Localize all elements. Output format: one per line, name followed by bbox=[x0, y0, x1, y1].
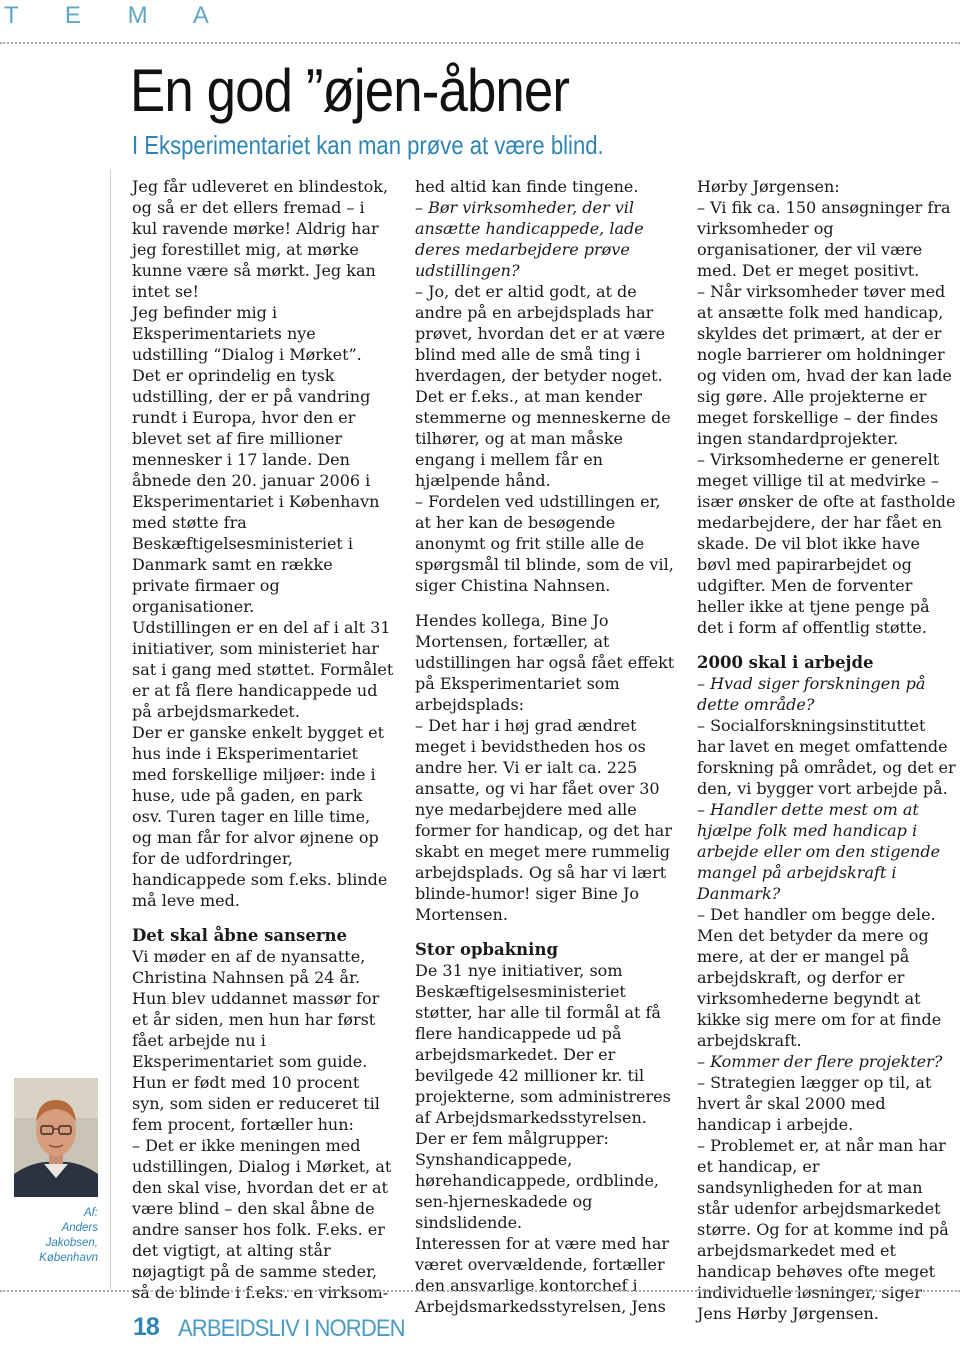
paragraph: De 31 nye initiativer, som Beskæftigelsesministeriet støtter, har alle til formål at få flere handicappede ud på arbejdsmarkedet. Der er bevilgede 42 millioner kr. til projekterne, som administreres af Arbejdsmarkedsstyrelsen. bbox=[415, 961, 671, 1127]
section-heading: Det skal åbne sanserne bbox=[132, 926, 348, 945]
paragraph: – Strategien lægger op til, at hvert år skal 2000 med handicap i arbejde. bbox=[697, 1073, 932, 1134]
paragraph: Der er fem målgrupper: Synshandicappede, hørehandicappede, ordblinde, sen-hjerneskadede og sindslidende. bbox=[415, 1129, 659, 1232]
section-label: T E M A bbox=[4, 2, 229, 29]
paragraph: – Det er ikke meningen med udstillingen, Dialog i Mørket, at den skal vise, hvordan det er at være blind – den skal åbne de andre sanser hos folk. F.eks. er det vigtigt, at alting står nøjagtigt på de samme steder, så de blinde i f.eks. en virksom- bbox=[132, 1136, 392, 1302]
paragraph: – Når virksomheder tøver med at ansætte folk med handicap, skyldes det primært, at der er nogle barrierer om holdninger og viden om, hvad der kan lade sig gøre. Alle projekterne er meget forskellige – der findes ingen standardprojekter. bbox=[697, 282, 952, 448]
page-number: 18 bbox=[133, 1313, 159, 1341]
publication-name: ARBEIDSLIV I NORDEN bbox=[178, 1315, 405, 1342]
footer-divider bbox=[0, 1290, 960, 1292]
byline-prefix: Af: bbox=[83, 1207, 98, 1219]
paragraph: – Det har i høj grad ændret meget i bevidstheden hos os andre her. Vi er ialt ca. 225 ansatte, og vi har fået over 30 nye medarbejdere med alle former for handicap, og det har skabt en meget mere rummelig arbejdsplads. Og så har vi lært blinde-humor! siger Bine Jo Mortensen. bbox=[415, 716, 672, 924]
paragraph: Hørby Jørgensen: bbox=[697, 177, 840, 196]
paragraph: – Jo, det er altid godt, at de andre på en arbejdsplads har prøvet, hvordan det er at være blind med alle de små ting i hverdagen, der betyder noget. Det er f.eks., at man kender stemmerne og menneskerne de tilhører, og at man måske engang i mellem får en hjælpende hånd. bbox=[415, 282, 671, 490]
interview-question: – Hvad siger forskningen på dette område? bbox=[697, 674, 926, 714]
paragraph: Hendes kollega, Bine Jo Mortensen, fortæller, at udstillingen har også fået effekt på Eksperimentariet som arbejdsplads: bbox=[415, 611, 675, 714]
interview-question: – Kommer der flere projekter? bbox=[697, 1052, 943, 1071]
paragraph: – Fordelen ved udstillingen er, at her kan de besøgende anonymt og frit stille alle de spørgsmål til blinde, som de vil, siger Chistina Nahnsen. bbox=[415, 492, 674, 595]
paragraph: – Socialforskningsinstituttet har lavet en meget omfattende forskning på området, og det er den, vi bygger vort arbejde på. bbox=[697, 716, 956, 798]
paragraph: – Det handler om begge dele. Men det betyder da mere og mere, at der er mangel på arbejdskraft, og derfor er virksomhederne begyndt at kikke sig mere om for at finde arbejdskraft. bbox=[697, 905, 942, 1050]
article-column-1 bbox=[132, 176, 394, 1303]
article-column-2 bbox=[415, 176, 677, 1317]
paragraph: Udstillingen er en del af i alt 31 initiativer, som ministeriet har sat i gang med støttet. Formålet er at få flere handicappede ud på arbejdsmarkedet. bbox=[132, 618, 394, 721]
paragraph: Der er ganske enkelt bygget et hus inde i Eksperimentariet med forskellige miljøer: inde i huse, ude på gaden, en park osv. Turen tager en lille time, og man får for alvor øjnene op for de udfordringer, handicappede som f.eks. blinde må leve med. bbox=[132, 723, 388, 910]
interview-question: – Handler dette mest om at hjælpe folk med handicap i arbejde eller om den stigende mangel på arbejdskraft i Danmark? bbox=[697, 800, 941, 903]
margin-divider bbox=[110, 170, 111, 1290]
byline-city: København bbox=[39, 1252, 98, 1264]
paragraph: Jeg får udleveret en blindestok, og så er det ellers fremad – i kul ravende mørke! Aldrig har jeg forestillet mig, at mørke kunne være så mørkt. Jeg kan intet se! bbox=[132, 177, 389, 301]
paragraph: hed altid kan finde tingene. bbox=[415, 177, 639, 196]
article-headline: En god ”øjen-åbner bbox=[130, 57, 570, 124]
paragraph: – Vi fik ca. 150 ansøgninger fra virksomheder og organisationer, der vil være med. Det er meget positivt. bbox=[697, 198, 951, 280]
interview-question: – Bør virksomheder, der vil ansætte handicappede, lade deres medarbejdere prøve udstillingen? bbox=[415, 198, 644, 280]
byline-name: Anders Jakobsen, bbox=[45, 1222, 98, 1249]
header-divider bbox=[0, 42, 960, 44]
paragraph: – Virksomhederne er generelt meget villige til at medvirke – især ønsker de ofte at fastholde medarbejdere, der har fået en skade. De vil blot ikke have bøvl med papirarbejdet og udgifter. Men de forventer heller ikke at tjene penge på det i form af offentlig støtte. bbox=[697, 450, 956, 637]
section-heading: 2000 skal i arbejde bbox=[697, 653, 874, 672]
author-byline bbox=[6, 1206, 98, 1266]
paragraph: – Problemet er, at når man har et handicap, er sandsynligheden for at man står udenfor arbejdsmarkedet større. Og for at komme ind på arbejdsmarkedet med et handicap behøves ofte meget individuelle løsninger, siger Jens Hørby Jørgensen. bbox=[697, 1136, 949, 1323]
article-column-3 bbox=[697, 176, 957, 1324]
author-photo bbox=[14, 1078, 98, 1197]
section-heading: Stor opbakning bbox=[415, 940, 558, 959]
paragraph: Jeg befinder mig i Eksperimentariets nye udstilling “Dialog i Mørket”. Det er oprindelig en tysk udstilling, der er på vandring rundt i Europa, hvor den er blevet set af fire millioner mennesker i 17 lande. Den åbnede den 20. januar 2006 i Eksperimentariet i København med støtte fra Beskæftigelsesministeriet i Danmark samt en række private firmaer og organisationer. bbox=[132, 303, 380, 616]
paragraph: Interessen for at være med har været overvældende, fortæller den ansvarlige kontorchef i Arbejdsmarkedsstyrelsen, Jens bbox=[415, 1234, 670, 1316]
article-subtitle: I Eksperimentariet kan man prøve at være blind. bbox=[132, 130, 604, 160]
paragraph: Vi møder en af de nyansatte, Christina Nahnsen på 24 år. Hun blev uddannet massør for et år siden, men hun har først fået arbejde nu i Eksperimentariet som guide. Hun er født med 10 procent syn, som siden er reduceret til fem procent, fortæller hun: bbox=[132, 947, 380, 1134]
